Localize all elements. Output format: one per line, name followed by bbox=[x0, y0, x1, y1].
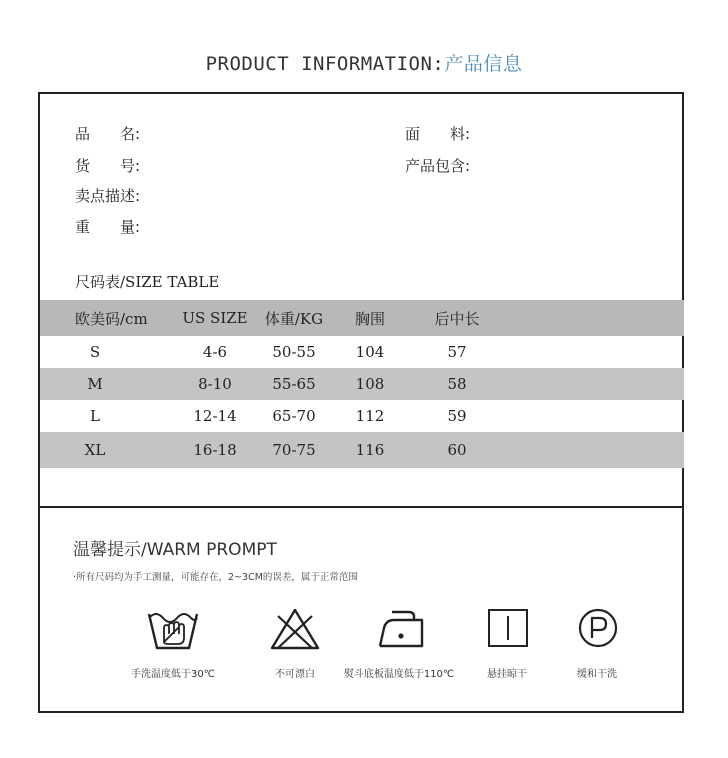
table-cell: XL bbox=[84, 441, 106, 459]
table-cell: 50-55 bbox=[272, 343, 316, 361]
table-row bbox=[40, 336, 684, 368]
info-weight-label: 重 量: bbox=[75, 218, 141, 236]
table-cell: 12-14 bbox=[193, 407, 237, 425]
table-cell: 8-10 bbox=[198, 375, 232, 393]
iron-icon bbox=[376, 606, 426, 652]
warm-prompt-title: 温馨提示/WARM PROMPT bbox=[73, 540, 277, 560]
size-table-title: 尺码表/SIZE TABLE bbox=[75, 273, 220, 291]
care-label-no-bleach: 不可漂白 bbox=[275, 669, 315, 680]
table-cell: 65-70 bbox=[272, 407, 316, 425]
info-name bbox=[75, 123, 140, 144]
size-table bbox=[40, 300, 684, 468]
col-length: 后中长 bbox=[434, 309, 480, 328]
info-package-label: 产品包含: bbox=[405, 157, 471, 175]
col-eu-size: 欧美码/cm bbox=[75, 309, 148, 328]
care-label-dry-clean: 缓和干洗 bbox=[577, 669, 617, 680]
col-bust: 胸围 bbox=[354, 309, 385, 328]
size-table-header-row bbox=[40, 300, 684, 336]
table-cell: 59 bbox=[447, 407, 467, 425]
col-spacer bbox=[507, 300, 684, 336]
care-label-iron: 熨斗底板温度低于110℃ bbox=[343, 669, 455, 680]
table-cell: 108 bbox=[355, 375, 385, 393]
table-row bbox=[40, 432, 684, 468]
dry-clean-icon bbox=[576, 606, 620, 650]
table-cell: 70-75 bbox=[272, 441, 316, 459]
info-fabric-label: 面 料: bbox=[405, 125, 471, 143]
table-cell: 16-18 bbox=[193, 441, 237, 459]
info-weight bbox=[75, 216, 140, 237]
table-cell: L bbox=[90, 407, 100, 425]
table-cell: 60 bbox=[447, 441, 467, 459]
col-us-size: US SIZE bbox=[182, 309, 248, 327]
page-title-en: PRODUCT INFORMATION: bbox=[205, 53, 445, 75]
info-sku-label: 货 号: bbox=[75, 157, 141, 175]
table-row bbox=[40, 400, 684, 432]
table-cell: 55-65 bbox=[272, 375, 316, 393]
product-info-card bbox=[38, 92, 684, 713]
info-name-label: 品 名: bbox=[75, 125, 141, 143]
table-cell: 4-6 bbox=[202, 343, 228, 361]
info-package bbox=[405, 155, 470, 176]
col-weight: 体重/KG bbox=[264, 309, 324, 328]
table-cell: M bbox=[87, 375, 103, 393]
info-selling-label: 卖点描述: bbox=[75, 187, 141, 205]
table-cell: 58 bbox=[447, 375, 467, 393]
care-label-hand-wash: 手洗温度低于30℃ bbox=[131, 669, 215, 680]
table-cell: 112 bbox=[355, 407, 385, 425]
info-fabric bbox=[405, 123, 470, 144]
table-cell: 57 bbox=[447, 343, 467, 361]
table-row bbox=[40, 368, 684, 400]
table-cell: 104 bbox=[355, 343, 385, 361]
info-selling bbox=[75, 185, 140, 206]
warm-prompt-note: ·所有尺码均为手工测量，可能存在，2~3CM的误差，属于正常范围 bbox=[73, 572, 358, 583]
page-title bbox=[0, 49, 728, 76]
care-label-hang-dry: 悬挂晾干 bbox=[487, 669, 527, 680]
table-cell: S bbox=[89, 343, 101, 361]
section-divider bbox=[40, 506, 684, 508]
hang-dry-icon bbox=[486, 606, 530, 650]
page-title-cn: 产品信息 bbox=[444, 53, 523, 75]
info-sku bbox=[75, 155, 140, 176]
table-cell: 116 bbox=[355, 441, 385, 459]
hand-wash-icon bbox=[145, 606, 201, 652]
no-bleach-icon bbox=[268, 606, 322, 652]
